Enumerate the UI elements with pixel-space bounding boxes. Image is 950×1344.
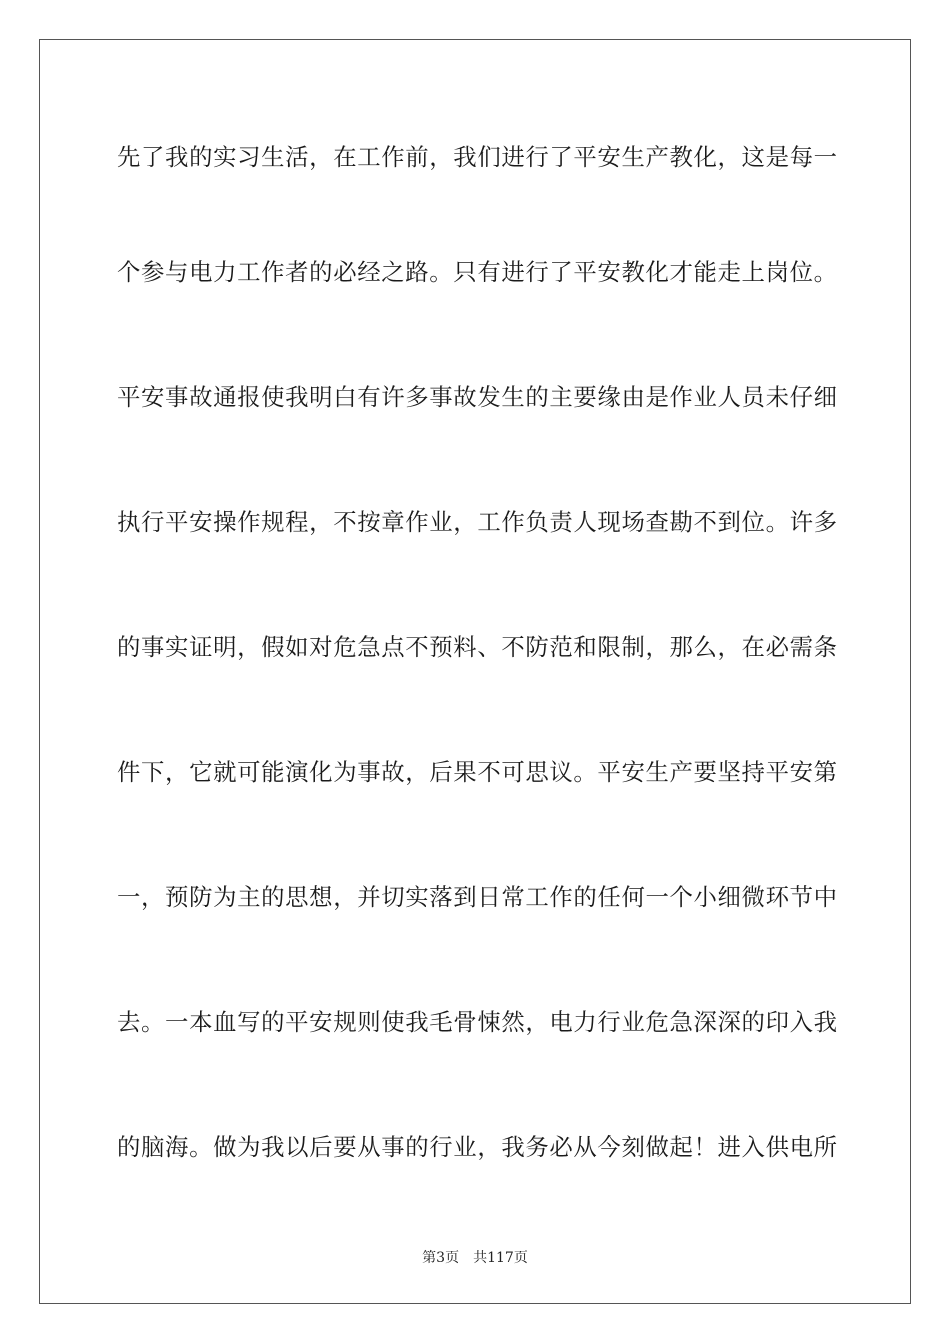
text-line: 个参与电力工作者的必经之路。只有进行了平安教化才能走上岗位。 [117, 258, 837, 286]
text-line: 件下，它就可能演化为事故，后果不可思议。平安生产要坚持平安第 [117, 758, 837, 786]
page-footer [0, 1248, 950, 1268]
text-line: 去。一本血写的平安规则使我毛骨悚然，电力行业危急深深的印入我 [117, 1008, 837, 1036]
text-line: 执行平安操作规程，不按章作业，工作负责人现场查勘不到位。许多 [117, 508, 837, 536]
page-number: 第3页 [422, 1250, 460, 1266]
text-line: 一，预防为主的思想，并切实落到日常工作的任何一个小细微环节中 [117, 883, 837, 911]
text-line: 平安事故通报使我明白有许多事故发生的主要缘由是作业人员未仔细 [117, 383, 837, 411]
total-pages: 共117页 [473, 1250, 528, 1266]
page-frame [39, 39, 911, 1304]
text-line: 先了我的实习生活，在工作前，我们进行了平安生产教化，这是每一 [117, 143, 837, 171]
text-line: 的事实证明，假如对危急点不预料、不防范和限制，那么，在必需条 [117, 633, 837, 661]
text-line: 的脑海。做为我以后要从事的行业，我务必从今刻做起！进入供电所 [117, 1133, 837, 1161]
